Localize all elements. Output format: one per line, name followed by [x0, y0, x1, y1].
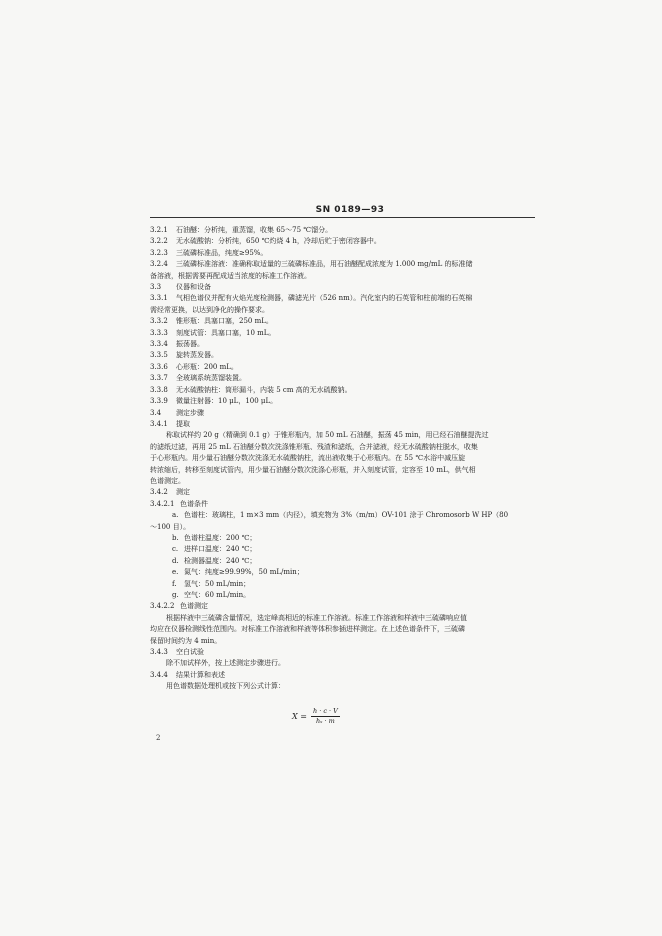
clause-text: 心形瓶：200 mL。 — [176, 362, 238, 371]
clause-text: 色谱柱：玻璃柱，1 m×3 mm（内径），填充物为 3%（m/m）OV-101 涂于 Chromosorb W HP（80 — [184, 511, 509, 520]
text-line — [150, 248, 538, 259]
text-line — [150, 362, 538, 373]
clause-text: 色谱测定 — [180, 602, 208, 611]
text-line — [150, 271, 538, 282]
clause-text: 需经常更换，以达到净化的操作要求。 — [150, 305, 269, 314]
text-line — [150, 658, 538, 669]
text-line — [150, 385, 538, 396]
text-line — [150, 556, 538, 567]
clause-text: 进样口温度：240 ℃； — [184, 545, 257, 554]
clause-number: g. — [172, 591, 179, 599]
clause-text: 锥形瓶：具塞口塞，250 mL。 — [176, 317, 273, 326]
clause-number: 3.3.9 — [150, 397, 168, 406]
clause-number: b. — [172, 533, 179, 542]
text-line — [150, 613, 538, 624]
clause-text: 三硫磷标准溶液：准确称取适量的三硫磷标准品，用石油醚配成浓度为 1.000 mg/mL 的标准储 — [176, 260, 473, 269]
text-line — [150, 328, 538, 339]
clause-text: 色谱测定。 — [150, 476, 185, 485]
formula-fraction — [311, 707, 340, 726]
clause-number: 3.3.5 — [150, 351, 168, 360]
text-line — [150, 442, 538, 453]
text-line — [150, 681, 538, 692]
formula-denominator: hₛ · m — [316, 716, 335, 725]
clause-text: 均应在仪器检测线性范围内。对标准工作溶液和样液等体积参插进样测定。在上述色谱条件下，三硫磷 — [150, 625, 465, 634]
page-number: 2 — [156, 734, 161, 742]
text-line — [150, 282, 538, 293]
clause-text: 用色谱数据处理机或按下列公式计算： — [166, 682, 285, 691]
text-line — [150, 396, 538, 407]
text-line — [150, 522, 538, 533]
clause-text: 气相色谱仪并配有火焰光度检测器，磷滤光片（526 nm）。汽化室内的石英管和柱前端的石英棉 — [176, 294, 473, 303]
text-line — [150, 499, 538, 510]
clause-text: 保留时间约为 4 min。 — [150, 636, 222, 645]
clause-text: 空气：60 mL/min。 — [184, 591, 251, 599]
clause-text: 于心形瓶内。用少量石油醚分数次洗涤无水硫酸钠柱，流出液收集于心形瓶内。在 55 ℃水浴中减压旋 — [150, 454, 466, 463]
clause-text: 称取试样约 20 g（精确到 0.1 g）于锥形瓶内，加 50 mL 石油醚，振荡 45 min，用已经石油醚提洗过 — [166, 431, 489, 440]
text-line — [150, 465, 538, 476]
text-line — [150, 533, 538, 544]
clause-text: 空白试验 — [176, 648, 204, 657]
clause-text: 微量注射器：10 μL，100 μL。 — [176, 397, 278, 406]
clause-number: 3.2.3 — [150, 248, 168, 257]
text-line — [150, 408, 538, 419]
clause-number: 3.4.3 — [150, 648, 168, 657]
clause-number: 3.3 — [150, 283, 162, 292]
clause-text: 备溶液，根据需要再配成适当浓度的标准工作溶液。 — [150, 271, 311, 280]
clause-number: 3.3.3 — [150, 328, 168, 337]
text-line — [150, 339, 538, 350]
clause-text: 结果计算和表述 — [176, 670, 225, 679]
formula-numerator: h · c · V — [312, 706, 338, 715]
clause-number: 3.4 — [150, 408, 162, 417]
clause-text: 色谱条件 — [180, 499, 208, 508]
text-line — [150, 647, 538, 658]
text-line — [150, 601, 538, 612]
clause-text: 测定步骤 — [176, 408, 204, 417]
clause-number: c. — [172, 545, 179, 554]
text-line — [150, 293, 538, 304]
clause-text: 无水硫酸钠：分析纯，650 ℃灼烧 4 h，冷却后贮于密闭容器中。 — [176, 237, 381, 246]
text-line — [150, 590, 538, 601]
text-line — [150, 476, 538, 487]
clause-text: 振荡器。 — [176, 340, 204, 349]
text-line — [150, 567, 538, 578]
clause-number: d. — [172, 556, 179, 565]
text-line — [150, 453, 538, 464]
clause-number: 3.2.1 — [150, 226, 168, 234]
clause-number: 3.4.2.1 — [150, 499, 175, 508]
text-line — [150, 544, 538, 555]
clause-text: 检测器温度：240 ℃； — [184, 556, 257, 565]
clause-number: 3.3.7 — [150, 374, 168, 383]
text-line — [150, 670, 538, 681]
clause-number: 3.4.1 — [150, 419, 168, 428]
text-line — [150, 419, 538, 430]
text-line — [150, 636, 538, 647]
clause-text: 无水硫酸钠柱：筒形漏斗，内装 5 cm 高的无水硫酸钠。 — [176, 385, 352, 394]
clause-text: 仪器和设备 — [176, 283, 211, 292]
clause-text: 全玻璃系统蒸馏装置。 — [176, 374, 246, 383]
clause-number: 3.3.1 — [150, 294, 168, 303]
text-line — [150, 430, 538, 441]
clause-text: 色谱柱温度：200 ℃； — [184, 533, 257, 542]
clause-number: 3.3.8 — [150, 385, 168, 394]
clause-text: 石油醚：分析纯，重蒸馏，收集 65～75 ℃馏分。 — [176, 226, 333, 234]
clause-text: ～100 目）。 — [150, 522, 191, 531]
clause-number: 3.3.4 — [150, 340, 168, 349]
text-line — [150, 225, 538, 236]
standard-number: SN 0189—93 — [315, 205, 385, 215]
text-line — [150, 624, 538, 635]
text-line — [150, 373, 538, 384]
text-line — [150, 305, 538, 316]
clause-text: 提取 — [176, 419, 190, 428]
clause-number: 3.4.2.2 — [150, 602, 175, 611]
clause-number: 3.3.6 — [150, 362, 168, 371]
header-rule — [150, 217, 535, 218]
clause-text: 旋转蒸发器。 — [176, 351, 218, 360]
text-line — [150, 579, 538, 590]
clause-text: 刻度试管：具塞口塞，10 mL。 — [176, 328, 276, 337]
clause-number: 3.4.4 — [150, 670, 168, 679]
clause-text: 氢气：50 mL/min； — [184, 579, 251, 588]
calculation-formula — [292, 705, 340, 727]
clause-text: 三硫磷标准品，纯度≥95%。 — [176, 248, 268, 257]
clause-text: 测定 — [176, 488, 190, 497]
formula-lhs: X = — [292, 711, 307, 721]
clause-number: f. — [172, 579, 177, 588]
clause-text: 除不加试样外，按上述测定步骤进行。 — [166, 659, 285, 668]
clause-text: 根据样液中三硫磷含量情况，选定峰高相近的标准工作溶液。标准工作溶液和样液中三硫磷响应值 — [166, 613, 467, 622]
clause-number: a. — [172, 511, 179, 520]
text-line — [150, 236, 538, 247]
text-line — [150, 350, 538, 361]
clause-number: 3.4.2 — [150, 488, 168, 497]
clause-number: 3.3.2 — [150, 317, 168, 326]
clause-number: 3.2.2 — [150, 237, 168, 246]
text-line — [150, 316, 538, 327]
clause-text: 转浓缩后，转移至刻度试管内，用少量石油醚分数次洗涤心形瓶，并入刻度试管，定容至 10 mL，供气相 — [150, 465, 476, 474]
clause-text: 的滤纸过滤，再用 25 mL 石油醚分数次洗涤锥形瓶、残渣和滤纸，合并滤液，经无水硫酸钠柱脱水，收集 — [150, 442, 478, 451]
document-body — [150, 225, 538, 693]
text-line — [150, 510, 538, 521]
text-line — [150, 487, 538, 498]
clause-text: 氮气：纯度≥99.99%，50 mL/min； — [184, 568, 304, 577]
clause-number: e. — [172, 568, 179, 577]
clause-number: 3.2.4 — [150, 260, 168, 269]
text-line — [150, 259, 538, 270]
